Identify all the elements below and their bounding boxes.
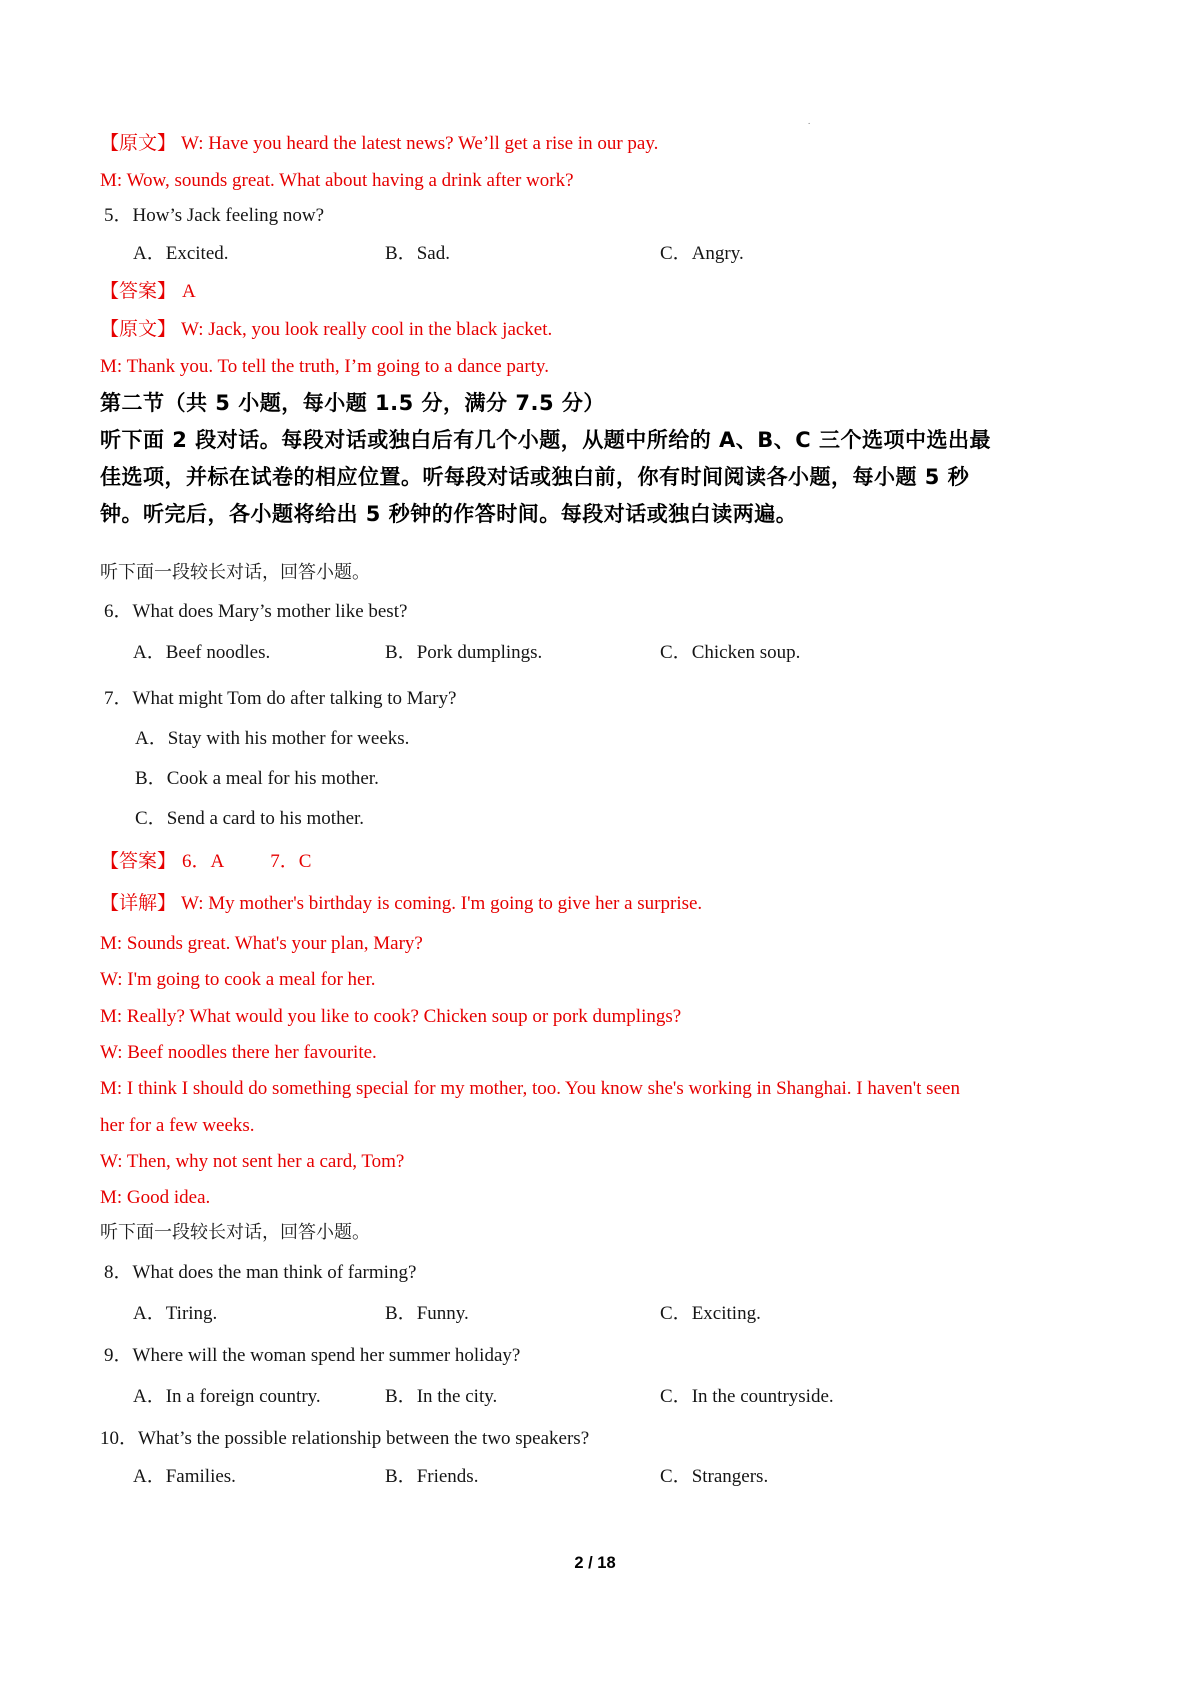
option-label: A．: [133, 1303, 166, 1324]
page-number: 2 / 18: [574, 1554, 616, 1572]
option-text: Pork dumplings.: [416, 642, 543, 663]
option-label: C．: [660, 1466, 692, 1487]
option-c: [660, 1386, 834, 1408]
question-number: 6．: [104, 601, 133, 622]
option-label: B．: [385, 642, 417, 663]
section-2-instructions-line-3: 钟。听完后，各小题将给出 5 秒钟的作答时间。每段对话或独白读两遍。: [100, 502, 798, 526]
option-text: Chicken soup.: [691, 642, 801, 663]
question-number: 9．: [104, 1345, 133, 1366]
option-label: A．: [133, 1466, 166, 1487]
explanation-line-5: W: Beef noodles there her favourite.: [100, 1042, 377, 1063]
dialogue-text: W: My mother's birthday is coming. I'm going to give her a surprise.: [181, 893, 703, 914]
question-7-option-c: [135, 808, 364, 830]
question-5-stem: [104, 205, 324, 227]
question-text: What’s the possible relationship between the two speakers?: [138, 1428, 590, 1449]
audio-script-2-line-2: [100, 356, 549, 378]
option-text: Stay with his mother for weeks.: [167, 728, 410, 749]
question-9-options: [100, 1386, 1100, 1412]
question-number: 8．: [104, 1262, 133, 1283]
option-text: Exciting.: [691, 1303, 761, 1324]
option-text: Tiring.: [165, 1303, 218, 1324]
dialogue-2-intro: 听下面一段较长对话，回答小题。: [100, 1222, 370, 1242]
question-text: What does the man think of farming?: [132, 1262, 417, 1283]
section-2-title: 第二节（共 5 小题，每小题 1.5 分，满分 7.5 分）: [100, 391, 605, 415]
option-text: Sad.: [416, 243, 450, 264]
answer-6: 6．A: [182, 851, 225, 872]
question-7-option-a: [135, 728, 409, 750]
option-text: Excited.: [165, 243, 229, 264]
option-text: Cook a meal for his mother.: [166, 768, 379, 789]
section-2-instructions-line-2: 佳选项，并标在试卷的相应位置。听每段对话或独白前，你有时间阅读各小题，每小题 5 秒: [100, 465, 970, 489]
explanation-line-2: M: Sounds great. What's your plan, Mary?: [100, 933, 423, 954]
option-text: Families.: [165, 1466, 236, 1487]
explanation-line-8: W: Then, why not sent her a card, Tom?: [100, 1151, 405, 1172]
answer-value: A: [182, 281, 196, 302]
option-a: [133, 1303, 217, 1325]
option-label: C．: [660, 1303, 692, 1324]
option-label: B．: [385, 243, 417, 264]
option-label: A．: [135, 728, 168, 749]
question-text: What does Mary’s mother like best?: [132, 601, 408, 622]
option-a: [133, 1466, 236, 1488]
question-text: What might Tom do after talking to Mary?: [132, 688, 457, 709]
answer-5: [100, 281, 196, 303]
option-label: A．: [133, 243, 166, 264]
explanation-line-3: W: I'm going to cook a meal for her.: [100, 969, 376, 990]
answer-7: 7．C: [270, 851, 312, 872]
audio-script-1-line-1: [100, 133, 658, 155]
option-b: [385, 642, 542, 664]
option-label: A．: [133, 1386, 166, 1407]
question-8-stem: [104, 1262, 416, 1284]
option-text: Angry.: [691, 243, 744, 264]
question-7-option-b: [135, 768, 379, 790]
question-10-stem: [100, 1428, 589, 1450]
answers-6-7: [100, 851, 311, 873]
option-text: Beef noodles.: [165, 642, 271, 663]
option-label: C．: [660, 1386, 692, 1407]
explanation-marker: 【详解】: [100, 893, 177, 914]
option-b: [385, 1466, 478, 1488]
question-text: Where will the woman spend her summer holiday?: [132, 1345, 521, 1366]
answer-marker: 【答案】: [100, 851, 177, 872]
question-6-stem: [104, 601, 407, 623]
option-b: [385, 1303, 469, 1325]
option-text: In the city.: [416, 1386, 498, 1407]
option-label: B．: [385, 1303, 417, 1324]
option-c: [660, 642, 800, 664]
stray-mark: .: [808, 116, 811, 126]
dialogue-text: M: Thank you. To tell the truth, I’m going to a dance party.: [100, 356, 549, 377]
option-c: [660, 1466, 768, 1488]
explanation-line-9: M: Good idea.: [100, 1187, 211, 1208]
dialogue-1-intro: 听下面一段较长对话，回答小题。: [100, 562, 370, 582]
question-text: How’s Jack feeling now?: [132, 205, 325, 226]
audio-script-1-line-2: [100, 170, 574, 192]
option-text: In the countryside.: [691, 1386, 834, 1407]
option-b: [385, 1386, 497, 1408]
option-c: [660, 243, 744, 265]
option-label: B．: [385, 1466, 417, 1487]
source-marker: 【原文】: [100, 133, 177, 154]
section-2-instructions-line-1: 听下面 2 段对话。每段对话或独白后有几个小题，从题中所给的 A、B、C 三个选项中选出最: [100, 428, 992, 452]
option-label: C．: [135, 808, 167, 829]
option-a: [133, 1386, 321, 1408]
option-label: C．: [660, 243, 692, 264]
question-8-options: [100, 1303, 1100, 1329]
dialogue-text: W: Jack, you look really cool in the black jacket.: [181, 319, 553, 340]
option-text: Send a card to his mother.: [166, 808, 365, 829]
explanation-line-4: M: Really? What would you like to cook? Chicken soup or pork dumplings?: [100, 1006, 682, 1027]
option-label: B．: [385, 1386, 417, 1407]
explanation-line-7: her for a few weeks.: [100, 1115, 255, 1136]
question-number: 5．: [104, 205, 133, 226]
question-6-options: [100, 642, 1100, 668]
option-text: Funny.: [416, 1303, 469, 1324]
question-number: 7．: [104, 688, 133, 709]
option-a: [133, 642, 270, 664]
question-10-options: [100, 1466, 1100, 1492]
question-5-options: [100, 243, 1100, 269]
explanation-line-1: [100, 893, 702, 915]
option-c: [660, 1303, 761, 1325]
audio-script-2-line-1: [100, 319, 552, 341]
dialogue-text: W: Have you heard the latest news? We’ll get a rise in our pay.: [181, 133, 659, 154]
option-text: Strangers.: [691, 1466, 769, 1487]
option-label: B．: [135, 768, 167, 789]
question-7-stem: [104, 688, 456, 710]
option-a: [133, 243, 229, 265]
answer-marker: 【答案】: [100, 281, 177, 302]
dialogue-text: M: Wow, sounds great. What about having a drink after work?: [100, 170, 574, 191]
source-marker: 【原文】: [100, 319, 177, 340]
explanation-line-6: M: I think I should do something special for my mother, too. You know she's working in Shanghai. I haven't seen: [100, 1078, 960, 1099]
option-label: C．: [660, 642, 692, 663]
option-text: Friends.: [416, 1466, 479, 1487]
question-9-stem: [104, 1345, 520, 1367]
option-b: [385, 243, 450, 265]
question-number: 10．: [100, 1428, 139, 1449]
option-label: A．: [133, 642, 166, 663]
option-text: In a foreign country.: [165, 1386, 321, 1407]
